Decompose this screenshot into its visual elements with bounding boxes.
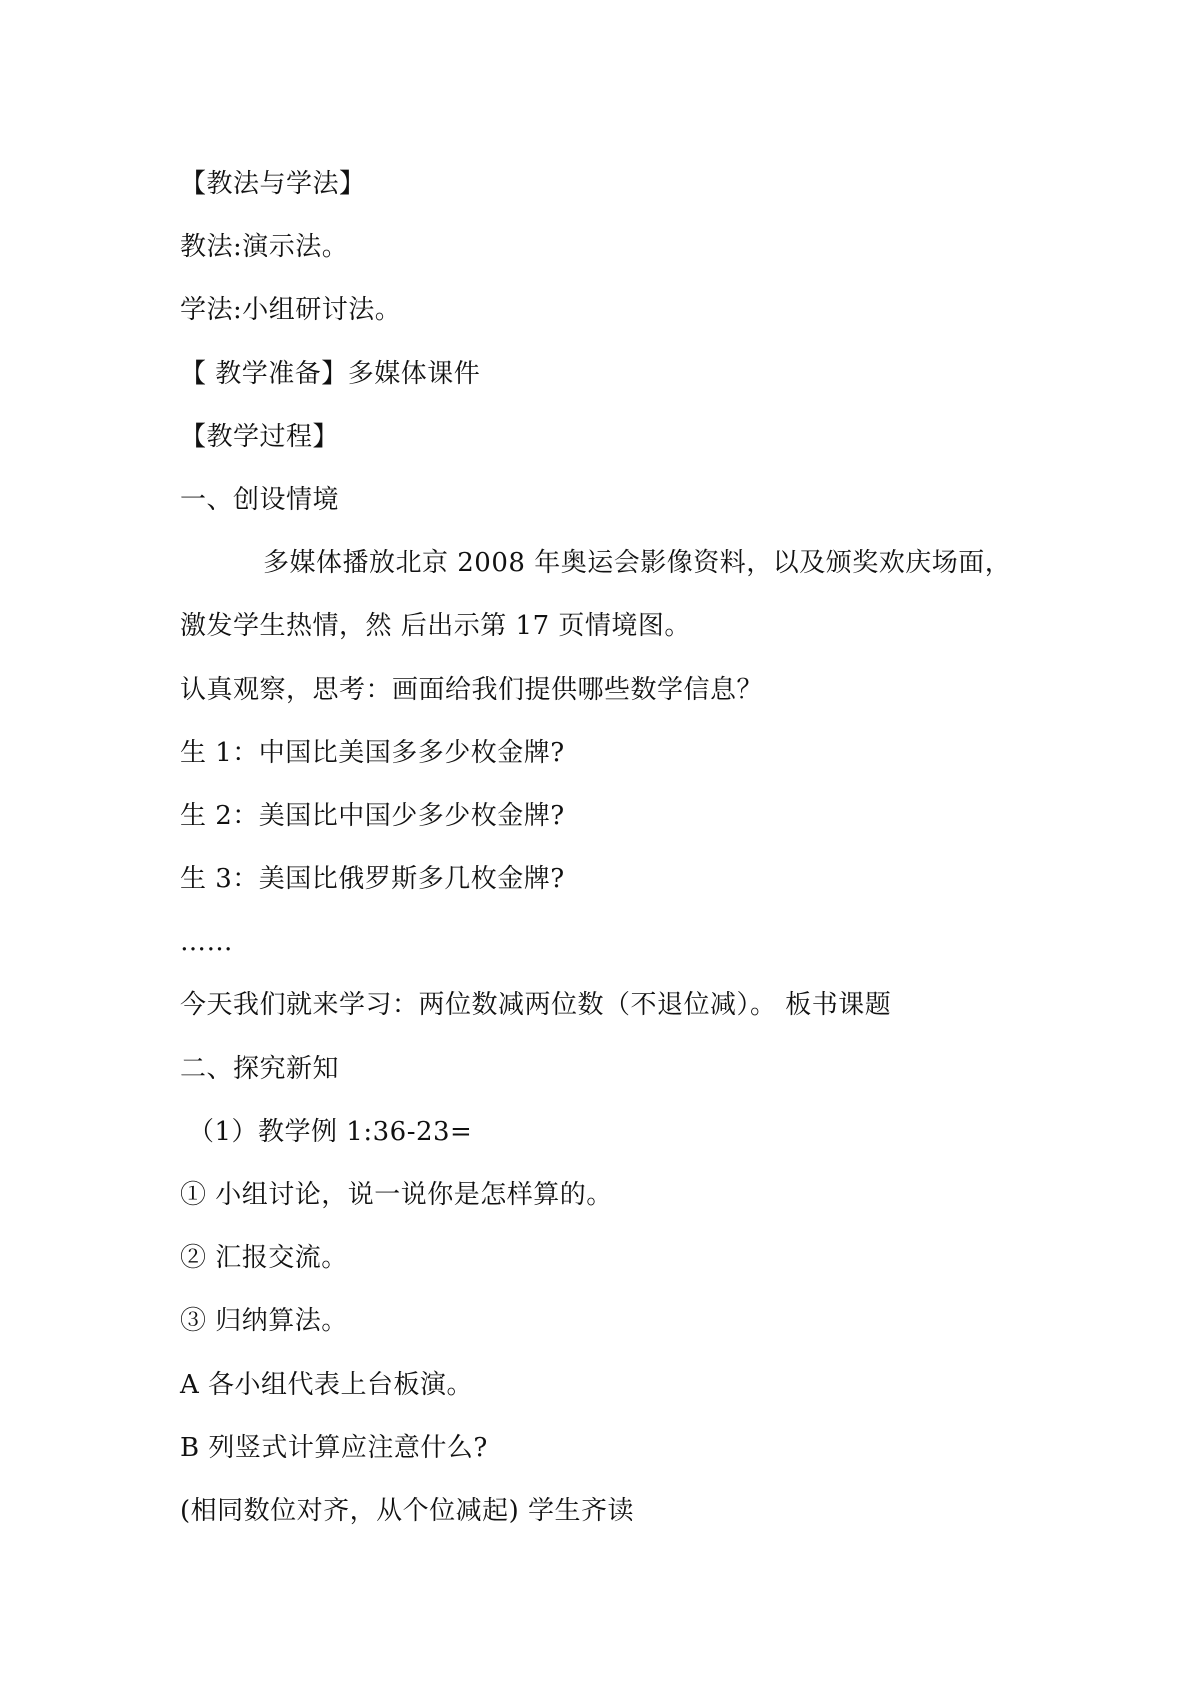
- observe-question-line: 认真观察，思考：画面给我们提供哪些数学信息？: [180, 674, 764, 705]
- step-1-line: ① 小组讨论，说一说你是怎样算的。: [180, 1180, 613, 1210]
- heading-teaching-process: 【教学过程】: [180, 421, 340, 452]
- paragraph-multimedia-continued: 激发学生热情，然 后出示第 17 页情境图。: [180, 611, 691, 642]
- student-3-line: 生 3：美国比俄罗斯多几枚金牌?: [180, 864, 565, 895]
- learning-method-line: 学法:小组研讨法。: [180, 295, 402, 326]
- section-explore-new: 二、探究新知: [180, 1053, 340, 1084]
- heading-teaching-method: 【教法与学法】: [180, 169, 366, 199]
- document-body: [180, 168, 1060, 1558]
- ellipsis-line: ……: [180, 927, 233, 958]
- today-topic-line: 今天我们就来学习：两位数减两位数（不退位减）。 板书课题: [180, 990, 892, 1021]
- student-2-line: 生 2：美国比中国少多少枚金牌?: [180, 800, 565, 831]
- item-a-line: A 各小组代表上台板演。: [180, 1369, 474, 1400]
- item-b-line: B 列竖式计算应注意什么?: [180, 1432, 488, 1463]
- section-create-situation: 一、创设情境: [180, 484, 340, 515]
- paragraph-multimedia: 多媒体播放北京 2008 年奥运会影像资料，以及颁奖欢庆场面，: [263, 548, 1012, 579]
- answer-line: (相同数位对齐，从个位减起) 学生齐读: [180, 1495, 635, 1526]
- teaching-method-line: 教法:演示法。: [180, 232, 349, 263]
- step-2-line: ② 汇报交流。: [180, 1243, 348, 1274]
- teaching-preparation-line: 【 教学准备】多媒体课件: [180, 358, 481, 389]
- step-3-line: ③ 归纳算法。: [180, 1306, 348, 1337]
- example-1-line: （1）教学例 1:36-23=: [188, 1116, 473, 1147]
- student-1-line: 生 1：中国比美国多多少枚金牌?: [180, 737, 565, 768]
